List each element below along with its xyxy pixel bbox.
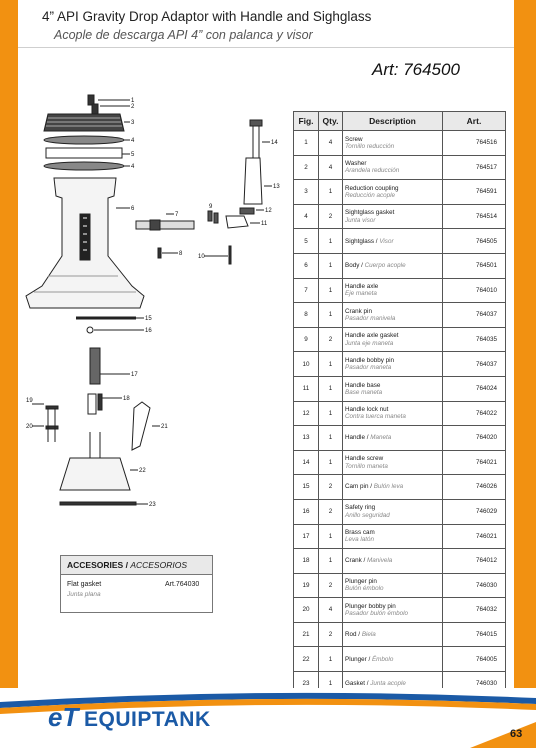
description-en: Reduction coupling bbox=[345, 184, 399, 192]
table-row bbox=[294, 303, 506, 328]
table-header-row bbox=[294, 112, 506, 131]
cell-qty: 2 bbox=[319, 573, 343, 598]
cell-qty: 4 bbox=[319, 598, 343, 623]
cell-art: 764021 bbox=[443, 450, 506, 475]
cell-qty: 4 bbox=[319, 131, 343, 156]
description-en: Handle bbox=[345, 434, 365, 442]
description-es: Biela bbox=[361, 631, 376, 639]
description-es: Bulón leva bbox=[373, 483, 404, 491]
table-row bbox=[294, 155, 506, 180]
description-en: Handle base bbox=[345, 381, 381, 389]
diagram-label: 12 bbox=[265, 208, 272, 214]
description-es: Junta visor bbox=[345, 216, 376, 224]
column-header-qty: Qty. bbox=[319, 112, 343, 131]
article-number: Art: 764500 bbox=[372, 60, 460, 79]
cell-art: 764035 bbox=[443, 327, 506, 352]
description-es: Reducción acople bbox=[345, 191, 396, 199]
description-en: Plunger pin bbox=[345, 578, 377, 586]
description-en: Screw bbox=[345, 135, 363, 143]
diagram-label: 4 bbox=[131, 164, 135, 170]
description-en: Handle axle gasket bbox=[345, 332, 399, 340]
cell-fig: 5 bbox=[294, 229, 319, 254]
cell-description bbox=[343, 376, 443, 401]
diagram-label: 14 bbox=[271, 140, 278, 146]
description-en: Gasket bbox=[345, 680, 365, 688]
diagram-label: 9 bbox=[209, 204, 213, 210]
accessory-item-name: Flat gasket bbox=[67, 581, 102, 588]
cell-description: Handle / Maneta bbox=[343, 426, 443, 451]
cell-art: 764037 bbox=[443, 303, 506, 328]
cell-fig: 13 bbox=[294, 426, 319, 451]
diagram-label: 1 bbox=[131, 98, 135, 104]
cell-qty: 1 bbox=[319, 549, 343, 574]
cell-description bbox=[343, 499, 443, 524]
cell-description bbox=[343, 131, 443, 156]
cell-qty: 1 bbox=[319, 524, 343, 549]
diagram-label: 5 bbox=[131, 152, 135, 158]
logo-wordmark: EQUIPTANK bbox=[84, 708, 211, 731]
description-es: Contra tuerca maneta bbox=[345, 413, 406, 421]
description-es: Émbolo bbox=[371, 655, 394, 663]
description-es: Junta eje maneta bbox=[345, 339, 394, 347]
cell-qty: 2 bbox=[319, 475, 343, 500]
diagram-label: 10 bbox=[198, 254, 205, 260]
page-subtitle: Acople de descarga API 4” con palanca y visor bbox=[54, 28, 313, 42]
description-es: Junta acople bbox=[370, 680, 406, 688]
table-row bbox=[294, 253, 506, 278]
cell-art: 746030 bbox=[443, 672, 506, 697]
description-en: Body bbox=[345, 262, 360, 270]
cell-qty: 1 bbox=[319, 180, 343, 205]
cell-description: Body / Cuerpo acople bbox=[343, 253, 443, 278]
cell-fig: 19 bbox=[294, 573, 319, 598]
cell-qty: 1 bbox=[319, 376, 343, 401]
cell-qty: 1 bbox=[319, 278, 343, 303]
cell-fig: 22 bbox=[294, 647, 319, 672]
description-es: Leva latón bbox=[345, 536, 375, 544]
cell-description bbox=[343, 401, 443, 426]
cell-art: 764501 bbox=[443, 253, 506, 278]
diagram-label: 6 bbox=[131, 206, 135, 212]
diagram-label: 21 bbox=[161, 424, 168, 430]
description-es: Eje maneta bbox=[345, 290, 377, 298]
cell-art: 764037 bbox=[443, 352, 506, 377]
cell-fig: 18 bbox=[294, 549, 319, 574]
diagram-label: 3 bbox=[131, 120, 135, 126]
description-en: Rod bbox=[345, 631, 357, 639]
page-number: 63 bbox=[510, 728, 523, 740]
cell-qty: 1 bbox=[319, 229, 343, 254]
diagram-label: 22 bbox=[139, 468, 146, 474]
description-es: Manivela bbox=[367, 557, 393, 565]
diagram-label: 11 bbox=[261, 221, 268, 227]
cell-art: 764015 bbox=[443, 622, 506, 647]
description-en: Handle lock nut bbox=[345, 406, 389, 414]
table-row bbox=[294, 376, 506, 401]
cell-art: 764005 bbox=[443, 647, 506, 672]
table-row bbox=[294, 598, 506, 623]
cell-art: 764516 bbox=[443, 131, 506, 156]
cell-art: 764010 bbox=[443, 278, 506, 303]
description-es: Arandela reducción bbox=[345, 167, 400, 175]
description-es: Pasador manivela bbox=[345, 314, 396, 322]
cell-fig: 6 bbox=[294, 253, 319, 278]
cell-description bbox=[343, 155, 443, 180]
table-row bbox=[294, 573, 506, 598]
description-es: Tornillo reducción bbox=[345, 142, 395, 150]
column-header-description: Description bbox=[343, 112, 443, 131]
cell-fig: 23 bbox=[294, 672, 319, 697]
accessories-title: ACCESORIES / ACCESORIOS bbox=[67, 560, 187, 570]
cell-qty: 1 bbox=[319, 401, 343, 426]
table-row bbox=[294, 450, 506, 475]
diagram-label: 2 bbox=[131, 104, 135, 110]
cell-art: 746021 bbox=[443, 524, 506, 549]
cell-description: Crank / Manivela bbox=[343, 549, 443, 574]
header-divider bbox=[18, 47, 514, 48]
table-row bbox=[294, 549, 506, 574]
description-en: Handle axle bbox=[345, 283, 379, 291]
cell-fig: 20 bbox=[294, 598, 319, 623]
cell-description bbox=[343, 573, 443, 598]
description-en: Brass cam bbox=[345, 529, 375, 537]
description-en: Sightglass bbox=[345, 237, 375, 245]
cell-fig: 7 bbox=[294, 278, 319, 303]
cell-fig: 2 bbox=[294, 155, 319, 180]
cell-description bbox=[343, 598, 443, 623]
cell-qty: 2 bbox=[319, 204, 343, 229]
diagram-label: 18 bbox=[123, 396, 130, 402]
table-row bbox=[294, 647, 506, 672]
cell-art: 764591 bbox=[443, 180, 506, 205]
cell-fig: 8 bbox=[294, 303, 319, 328]
description-es: Pasador maneta bbox=[345, 364, 392, 372]
cell-qty: 2 bbox=[319, 622, 343, 647]
description-es: Cuerpo acople bbox=[364, 262, 406, 270]
diagram-label: 16 bbox=[145, 328, 152, 334]
description-es: Base maneta bbox=[345, 388, 383, 396]
description-en: Washer bbox=[345, 160, 367, 168]
accessories-header bbox=[61, 556, 212, 575]
cell-description: Rod / Biela bbox=[343, 622, 443, 647]
accessory-item-name-es: Junta plana bbox=[67, 591, 101, 598]
cell-fig: 11 bbox=[294, 376, 319, 401]
diagram-label: 20 bbox=[26, 424, 33, 430]
cell-description bbox=[343, 204, 443, 229]
cell-fig: 1 bbox=[294, 131, 319, 156]
accessories-title-es: ACCESORIOS bbox=[130, 560, 187, 570]
cell-art: 764024 bbox=[443, 376, 506, 401]
table-row bbox=[294, 229, 506, 254]
cell-qty: 1 bbox=[319, 303, 343, 328]
diagram-label: 13 bbox=[273, 184, 280, 190]
cell-description bbox=[343, 450, 443, 475]
cell-fig: 10 bbox=[294, 352, 319, 377]
table-row bbox=[294, 475, 506, 500]
description-es: Tornillo maneta bbox=[345, 462, 388, 470]
exploded-parts-diagram bbox=[28, 86, 288, 516]
table-row bbox=[294, 499, 506, 524]
cell-art: 764012 bbox=[443, 549, 506, 574]
column-header-art: Art. bbox=[443, 112, 506, 131]
cell-art: 764022 bbox=[443, 401, 506, 426]
diagram-label: 8 bbox=[179, 251, 183, 257]
column-header-fig: Fig. bbox=[294, 112, 319, 131]
cell-art: 746030 bbox=[443, 573, 506, 598]
accessories-box bbox=[60, 555, 213, 613]
cell-qty: 1 bbox=[319, 426, 343, 451]
cell-qty: 1 bbox=[319, 672, 343, 697]
description-en: Plunger bobby pin bbox=[345, 602, 396, 610]
cell-qty: 1 bbox=[319, 647, 343, 672]
cell-fig: 14 bbox=[294, 450, 319, 475]
description-es: Anillo seguridad bbox=[345, 511, 390, 519]
cell-art: 764505 bbox=[443, 229, 506, 254]
cell-art: 764020 bbox=[443, 426, 506, 451]
description-en: Crank pin bbox=[345, 307, 372, 315]
cell-art: 746026 bbox=[443, 475, 506, 500]
diagram-label: 23 bbox=[149, 502, 156, 508]
description-es: Maneta bbox=[370, 434, 392, 442]
cell-description: Cam pin / Bulón leva bbox=[343, 475, 443, 500]
table-row bbox=[294, 204, 506, 229]
right-orange-border bbox=[514, 0, 536, 748]
diagram-label: 15 bbox=[145, 316, 152, 322]
cell-qty: 4 bbox=[319, 155, 343, 180]
table-row bbox=[294, 352, 506, 377]
accessories-title-en: ACCESORIES bbox=[67, 560, 124, 570]
description-en: Plunger bbox=[345, 655, 367, 663]
table-row bbox=[294, 426, 506, 451]
cell-description: Plunger / Émbolo bbox=[343, 647, 443, 672]
table-row bbox=[294, 401, 506, 426]
cell-description bbox=[343, 278, 443, 303]
table-row bbox=[294, 622, 506, 647]
cell-fig: 15 bbox=[294, 475, 319, 500]
cell-fig: 17 bbox=[294, 524, 319, 549]
logo-mark: eT bbox=[48, 702, 79, 732]
description-en: Handle screw bbox=[345, 455, 384, 463]
diagram-label: 17 bbox=[131, 372, 138, 378]
diagram-label: 4 bbox=[131, 138, 135, 144]
cell-qty: 2 bbox=[319, 499, 343, 524]
description-es: Bulón émbolo bbox=[345, 585, 384, 593]
cell-qty: 1 bbox=[319, 450, 343, 475]
cell-description: Gasket / Junta acople bbox=[343, 672, 443, 697]
table-row bbox=[294, 131, 506, 156]
cell-art: 764032 bbox=[443, 598, 506, 623]
cell-fig: 4 bbox=[294, 204, 319, 229]
description-en: Sightglass gasket bbox=[345, 209, 395, 217]
description-es: Pasador bulón émbolo bbox=[345, 610, 409, 618]
diagram-label: 19 bbox=[26, 398, 33, 404]
cell-description bbox=[343, 327, 443, 352]
cell-art: 764517 bbox=[443, 155, 506, 180]
cell-art: 764514 bbox=[443, 204, 506, 229]
parts-table-body bbox=[294, 131, 506, 697]
footer-swoosh bbox=[0, 688, 536, 748]
table-row bbox=[294, 524, 506, 549]
table-row bbox=[294, 278, 506, 303]
cell-art: 746029 bbox=[443, 499, 506, 524]
cell-description: Sightglass / Visor bbox=[343, 229, 443, 254]
left-orange-border bbox=[0, 0, 18, 748]
table-row bbox=[294, 327, 506, 352]
cell-qty: 1 bbox=[319, 352, 343, 377]
cell-description bbox=[343, 303, 443, 328]
cell-qty: 2 bbox=[319, 327, 343, 352]
accessory-item-art: Art.764030 bbox=[165, 581, 200, 588]
cell-description bbox=[343, 524, 443, 549]
description-en: Cam pin bbox=[345, 483, 369, 491]
cell-fig: 12 bbox=[294, 401, 319, 426]
diagram-label: 7 bbox=[175, 212, 179, 218]
cell-qty: 1 bbox=[319, 253, 343, 278]
cell-description bbox=[343, 180, 443, 205]
cell-description bbox=[343, 352, 443, 377]
cell-fig: 16 bbox=[294, 499, 319, 524]
cell-fig: 21 bbox=[294, 622, 319, 647]
table-row bbox=[294, 180, 506, 205]
description-en: Crank bbox=[345, 557, 362, 565]
cell-fig: 3 bbox=[294, 180, 319, 205]
description-es: Visor bbox=[379, 237, 394, 245]
description-en: Handle bobby pin bbox=[345, 356, 395, 364]
page-title: 4” API Gravity Drop Adaptor with Handle and Sighglass bbox=[42, 9, 372, 24]
cell-fig: 9 bbox=[294, 327, 319, 352]
description-en: Safety ring bbox=[345, 504, 376, 512]
parts-table bbox=[293, 111, 506, 697]
